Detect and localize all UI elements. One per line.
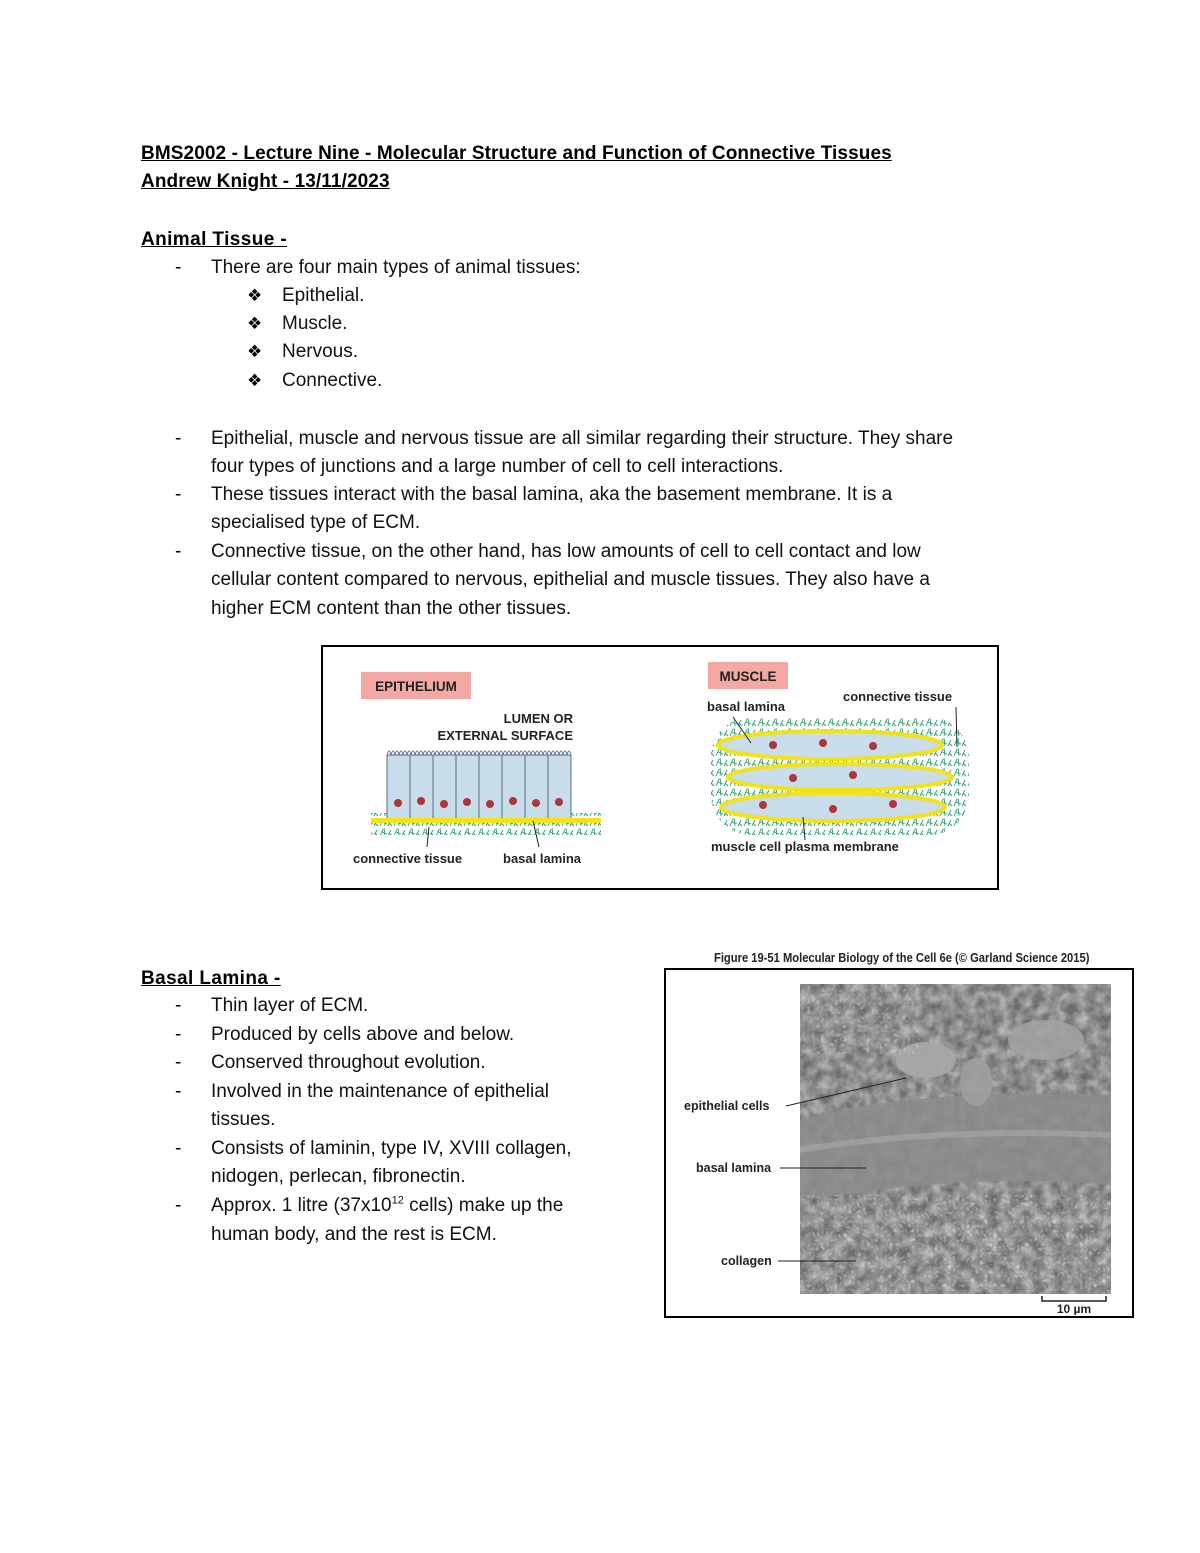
basal-lamina-point: human body, and the rest is ECM. bbox=[211, 1224, 497, 1245]
basal-lamina-left-label: basal lamina bbox=[503, 851, 582, 866]
list-dash: - bbox=[175, 484, 182, 505]
micrograph bbox=[666, 970, 1131, 1315]
animal-tissue-intro: There are four main types of animal tissues: bbox=[211, 257, 581, 278]
paragraph-line: Epithelial, muscle and nervous tissue are all similar regarding their structure. They share bbox=[211, 428, 954, 449]
basal-lamina-point: Conserved throughout evolution. bbox=[211, 1052, 486, 1073]
lumen-label: LUMEN OR bbox=[503, 711, 573, 726]
scale-bar bbox=[1042, 1296, 1106, 1301]
diamond-bullet-icon: ❖ bbox=[247, 314, 263, 333]
collagen-label: collagen bbox=[721, 1254, 772, 1268]
figure-caption: Figure 19-51 Molecular Biology of the Cell 6e (© Garland Science 2015) bbox=[714, 950, 1090, 965]
basal-lamina-label: basal lamina bbox=[696, 1161, 772, 1175]
basal-lamina-right-label: basal lamina bbox=[707, 699, 786, 714]
basal-lamina-left bbox=[371, 818, 601, 823]
document-author-date: Andrew Knight - 13/11/2023 bbox=[141, 171, 390, 192]
tissue-type-item: Nervous. bbox=[282, 341, 359, 362]
scale-bar-label: 10 µm bbox=[1056, 1302, 1092, 1315]
connective-tissue-right-label: connective tissue bbox=[843, 689, 953, 704]
muscle-membrane-label: muscle cell plasma membrane bbox=[711, 839, 899, 854]
epithelial-cells bbox=[387, 751, 571, 819]
connective-tissue-left-label: connective tissue bbox=[353, 851, 463, 866]
list-dash: - bbox=[175, 1024, 182, 1045]
basal-lamina-point: Thin layer of ECM. bbox=[211, 995, 369, 1016]
superscript: 12 bbox=[391, 1194, 404, 1207]
text-segment: cells) make up the bbox=[403, 1195, 564, 1216]
muscle-tag-label: MUSCLE bbox=[719, 669, 777, 684]
document-title: BMS2002 - Lecture Nine - Molecular Structure and Function of Connective Tissues bbox=[141, 143, 892, 164]
tissue-diagram-figure bbox=[321, 645, 999, 890]
basal-lamina-point bbox=[211, 1192, 563, 1221]
external-surface-label: EXTERNAL SURFACE bbox=[437, 728, 573, 743]
basal-lamina-point: nidogen, perlecan, fibronectin. bbox=[211, 1166, 466, 1187]
paragraph-line: specialised type of ECM. bbox=[211, 512, 421, 533]
heading-basal-lamina: Basal Lamina - bbox=[141, 968, 281, 989]
tissue-type-item: Epithelial. bbox=[282, 285, 365, 306]
micrograph-figure bbox=[664, 968, 1134, 1318]
epithelium-tag-label: EPITHELIUM bbox=[375, 679, 457, 694]
paragraph-line: higher ECM content than the other tissues. bbox=[211, 598, 572, 619]
text-segment: Approx. 1 litre (37x10 bbox=[211, 1195, 392, 1216]
list-dash: - bbox=[175, 1052, 182, 1073]
list-dash: - bbox=[175, 1138, 182, 1159]
diamond-bullet-icon: ❖ bbox=[247, 342, 263, 361]
paragraph-line: cellular content compared to nervous, epithelial and muscle tissues. They also have a bbox=[211, 569, 930, 590]
tissue-type-item: Connective. bbox=[282, 370, 383, 391]
list-dash: - bbox=[175, 257, 182, 278]
list-dash: - bbox=[175, 428, 182, 449]
list-dash: - bbox=[175, 1195, 182, 1216]
muscle-cells bbox=[718, 731, 952, 821]
basal-lamina-point: tissues. bbox=[211, 1109, 276, 1130]
list-dash: - bbox=[175, 1081, 182, 1102]
diamond-bullet-icon: ❖ bbox=[247, 286, 263, 305]
epithelial-cells-label: epithelial cells bbox=[684, 1099, 770, 1113]
diamond-bullet-icon: ❖ bbox=[247, 371, 263, 390]
basal-lamina-point: Produced by cells above and below. bbox=[211, 1024, 515, 1045]
basal-lamina-point: Consists of laminin, type IV, XVIII collagen, bbox=[211, 1138, 572, 1159]
list-dash: - bbox=[175, 541, 182, 562]
paragraph-line: Connective tissue, on the other hand, has low amounts of cell to cell contact and low bbox=[211, 541, 921, 562]
basal-lamina-point: Involved in the maintenance of epithelial bbox=[211, 1081, 550, 1102]
list-dash: - bbox=[175, 995, 182, 1016]
paragraph-line: four types of junctions and a large number of cell to cell interactions. bbox=[211, 456, 784, 477]
tissue-diagram bbox=[323, 647, 996, 887]
sem-image bbox=[800, 984, 1111, 1294]
paragraph-line: These tissues interact with the basal lamina, aka the basement membrane. It is a bbox=[211, 484, 893, 505]
heading-animal-tissue: Animal Tissue - bbox=[141, 229, 288, 250]
tissue-type-item: Muscle. bbox=[282, 313, 348, 334]
